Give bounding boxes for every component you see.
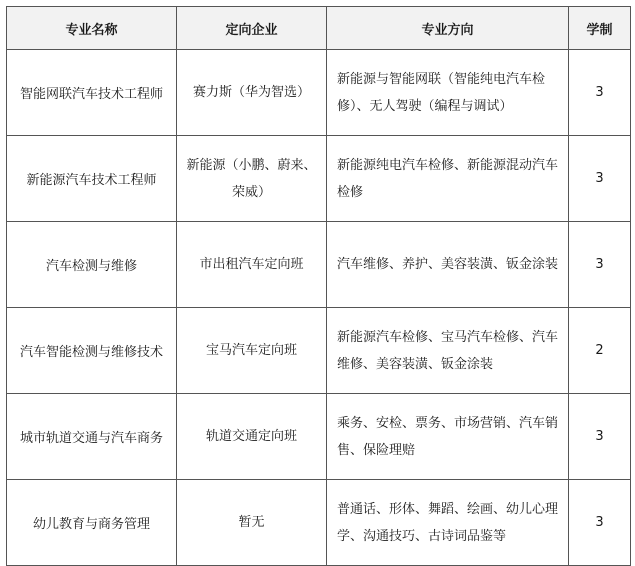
- cell-major: 汽车智能检测与维修技术: [7, 308, 177, 394]
- cell-major: 城市轨道交通与汽车商务: [7, 394, 177, 480]
- header-duration: 学制: [569, 7, 631, 50]
- header-row: [7, 7, 631, 50]
- cell-duration: 3: [569, 480, 631, 566]
- cell-direction: 普通话、形体、舞蹈、绘画、幼儿心理学、沟通技巧、古诗词品鉴等: [327, 480, 569, 566]
- cell-duration: 2: [569, 308, 631, 394]
- cell-major: 幼儿教育与商务管理: [7, 480, 177, 566]
- header-enterprise: 定向企业: [177, 7, 327, 50]
- cell-direction: 汽车维修、养护、美容装潢、钣金涂装: [327, 222, 569, 308]
- cell-duration: 3: [569, 222, 631, 308]
- header-major: 专业名称: [7, 7, 177, 50]
- table-row: [7, 136, 631, 222]
- cell-major: 智能网联汽车技术工程师: [7, 50, 177, 136]
- cell-duration: 3: [569, 136, 631, 222]
- cell-duration: 3: [569, 394, 631, 480]
- cell-enterprise: 新能源（小鹏、蔚来、荣威）: [177, 136, 327, 222]
- cell-enterprise: 宝马汽车定向班: [177, 308, 327, 394]
- table-body: [7, 50, 631, 566]
- cell-duration: 3: [569, 50, 631, 136]
- cell-direction: 新能源汽车检修、宝马汽车检修、汽车维修、美容装潢、钣金涂装: [327, 308, 569, 394]
- table-row: [7, 50, 631, 136]
- cell-enterprise: 市出租汽车定向班: [177, 222, 327, 308]
- cell-direction: 乘务、安检、票务、市场营销、汽车销售、保险理赔: [327, 394, 569, 480]
- cell-direction: 新能源与智能网联（智能纯电汽车检修）、无人驾驶（编程与调试）: [327, 50, 569, 136]
- cell-major: 汽车检测与维修: [7, 222, 177, 308]
- table-row: [7, 394, 631, 480]
- cell-enterprise: 轨道交通定向班: [177, 394, 327, 480]
- cell-major: 新能源汽车技术工程师: [7, 136, 177, 222]
- header-direction: 专业方向: [327, 7, 569, 50]
- table-row: [7, 480, 631, 566]
- table-header: [7, 7, 631, 50]
- majors-table: [6, 6, 631, 566]
- table-row: [7, 308, 631, 394]
- cell-enterprise: 暂无: [177, 480, 327, 566]
- cell-enterprise: 赛力斯（华为智选）: [177, 50, 327, 136]
- table-row: [7, 222, 631, 308]
- cell-direction: 新能源纯电汽车检修、新能源混动汽车检修: [327, 136, 569, 222]
